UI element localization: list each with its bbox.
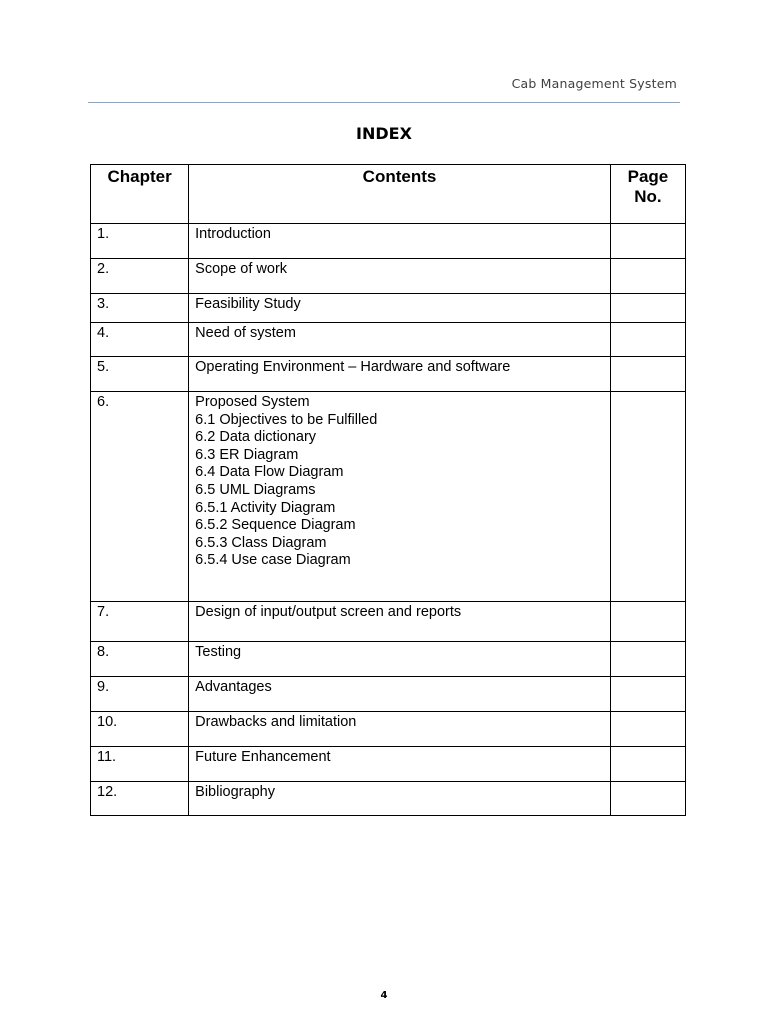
header-page-no: [610, 165, 685, 224]
page-number-cell: [610, 642, 685, 677]
chapter-number: 9.: [91, 677, 189, 712]
chapter-title: Testing: [189, 642, 611, 677]
page-number-cell: [610, 259, 685, 294]
subsection-item: 6.5.1 Activity Diagram: [195, 499, 336, 516]
table-row: [91, 392, 686, 602]
chapter-title: Advantages: [189, 677, 611, 712]
chapter-title: Operating Environment – Hardware and software: [189, 357, 611, 392]
chapter-title: Proposed System: [195, 394, 310, 410]
subsection-item: 6.4 Data Flow Diagram: [195, 464, 344, 481]
header-page-line-2: No.: [634, 187, 662, 206]
table-row: [91, 294, 686, 323]
chapter-number: 6.: [91, 392, 189, 602]
chapter-title: Drawbacks and limitation: [189, 712, 611, 747]
page-number-cell: [610, 677, 685, 712]
page-number-cell: [610, 224, 685, 259]
table-row: [91, 677, 686, 712]
chapter-title-with-subsections: [189, 392, 611, 602]
header-contents: Contents: [189, 165, 611, 224]
subsection-item: 6.5.4 Use case Diagram: [195, 552, 351, 569]
subsection-item: 6.2 Data dictionary: [195, 429, 317, 446]
chapter-title: Design of input/output screen and reports: [189, 602, 611, 642]
page-number-cell: [610, 602, 685, 642]
chapter-number: 7.: [91, 602, 189, 642]
table-row: [91, 357, 686, 392]
subsection-item: 6.5.2 Sequence Diagram: [195, 517, 356, 534]
chapter-title: Need of system: [189, 323, 611, 357]
header-page-line-1: Page: [627, 167, 669, 186]
page-number-cell: [610, 294, 685, 323]
chapter-title: Bibliography: [189, 782, 611, 816]
chapter-number: 8.: [91, 642, 189, 677]
page-number-cell: [610, 712, 685, 747]
chapter-number: 5.: [91, 357, 189, 392]
index-table: [90, 164, 686, 816]
running-header: Cab Management System: [511, 76, 677, 91]
chapter-number: 3.: [91, 294, 189, 323]
page-number-cell: [610, 323, 685, 357]
table-row: [91, 782, 686, 816]
page-number-cell: [610, 782, 685, 816]
header-chapter: Chapter: [91, 165, 189, 224]
chapter-number: 1.: [91, 224, 189, 259]
page-number-cell: [610, 747, 685, 782]
subsection-item: 6.3 ER Diagram: [195, 446, 299, 463]
subsection-item: 6.5.3 Class Diagram: [195, 534, 327, 551]
table-row: [91, 747, 686, 782]
subsection-item: 6.5 UML Diagrams: [195, 481, 316, 498]
table-row: [91, 712, 686, 747]
table-row: [91, 642, 686, 677]
chapter-number: 4.: [91, 323, 189, 357]
header-rule: [88, 102, 680, 103]
table-row: [91, 259, 686, 294]
footer-page-number: 4: [380, 990, 388, 1001]
chapter-title: Scope of work: [189, 259, 611, 294]
chapter-title: Introduction: [189, 224, 611, 259]
table-row: [91, 323, 686, 357]
subsection-item: 6.1 Objectives to be Fulfilled: [195, 411, 378, 428]
chapter-number: 11.: [91, 747, 189, 782]
chapter-title: Future Enhancement: [189, 747, 611, 782]
chapter-number: 2.: [91, 259, 189, 294]
chapter-title: Feasibility Study: [189, 294, 611, 323]
table-header-row: [91, 165, 686, 224]
chapter-number: 10.: [91, 712, 189, 747]
page-number-cell: [610, 392, 685, 602]
page-number-cell: [610, 357, 685, 392]
table-row: [91, 602, 686, 642]
chapter-number: 12.: [91, 782, 189, 816]
index-title: INDEX: [356, 124, 412, 143]
table-row: [91, 224, 686, 259]
